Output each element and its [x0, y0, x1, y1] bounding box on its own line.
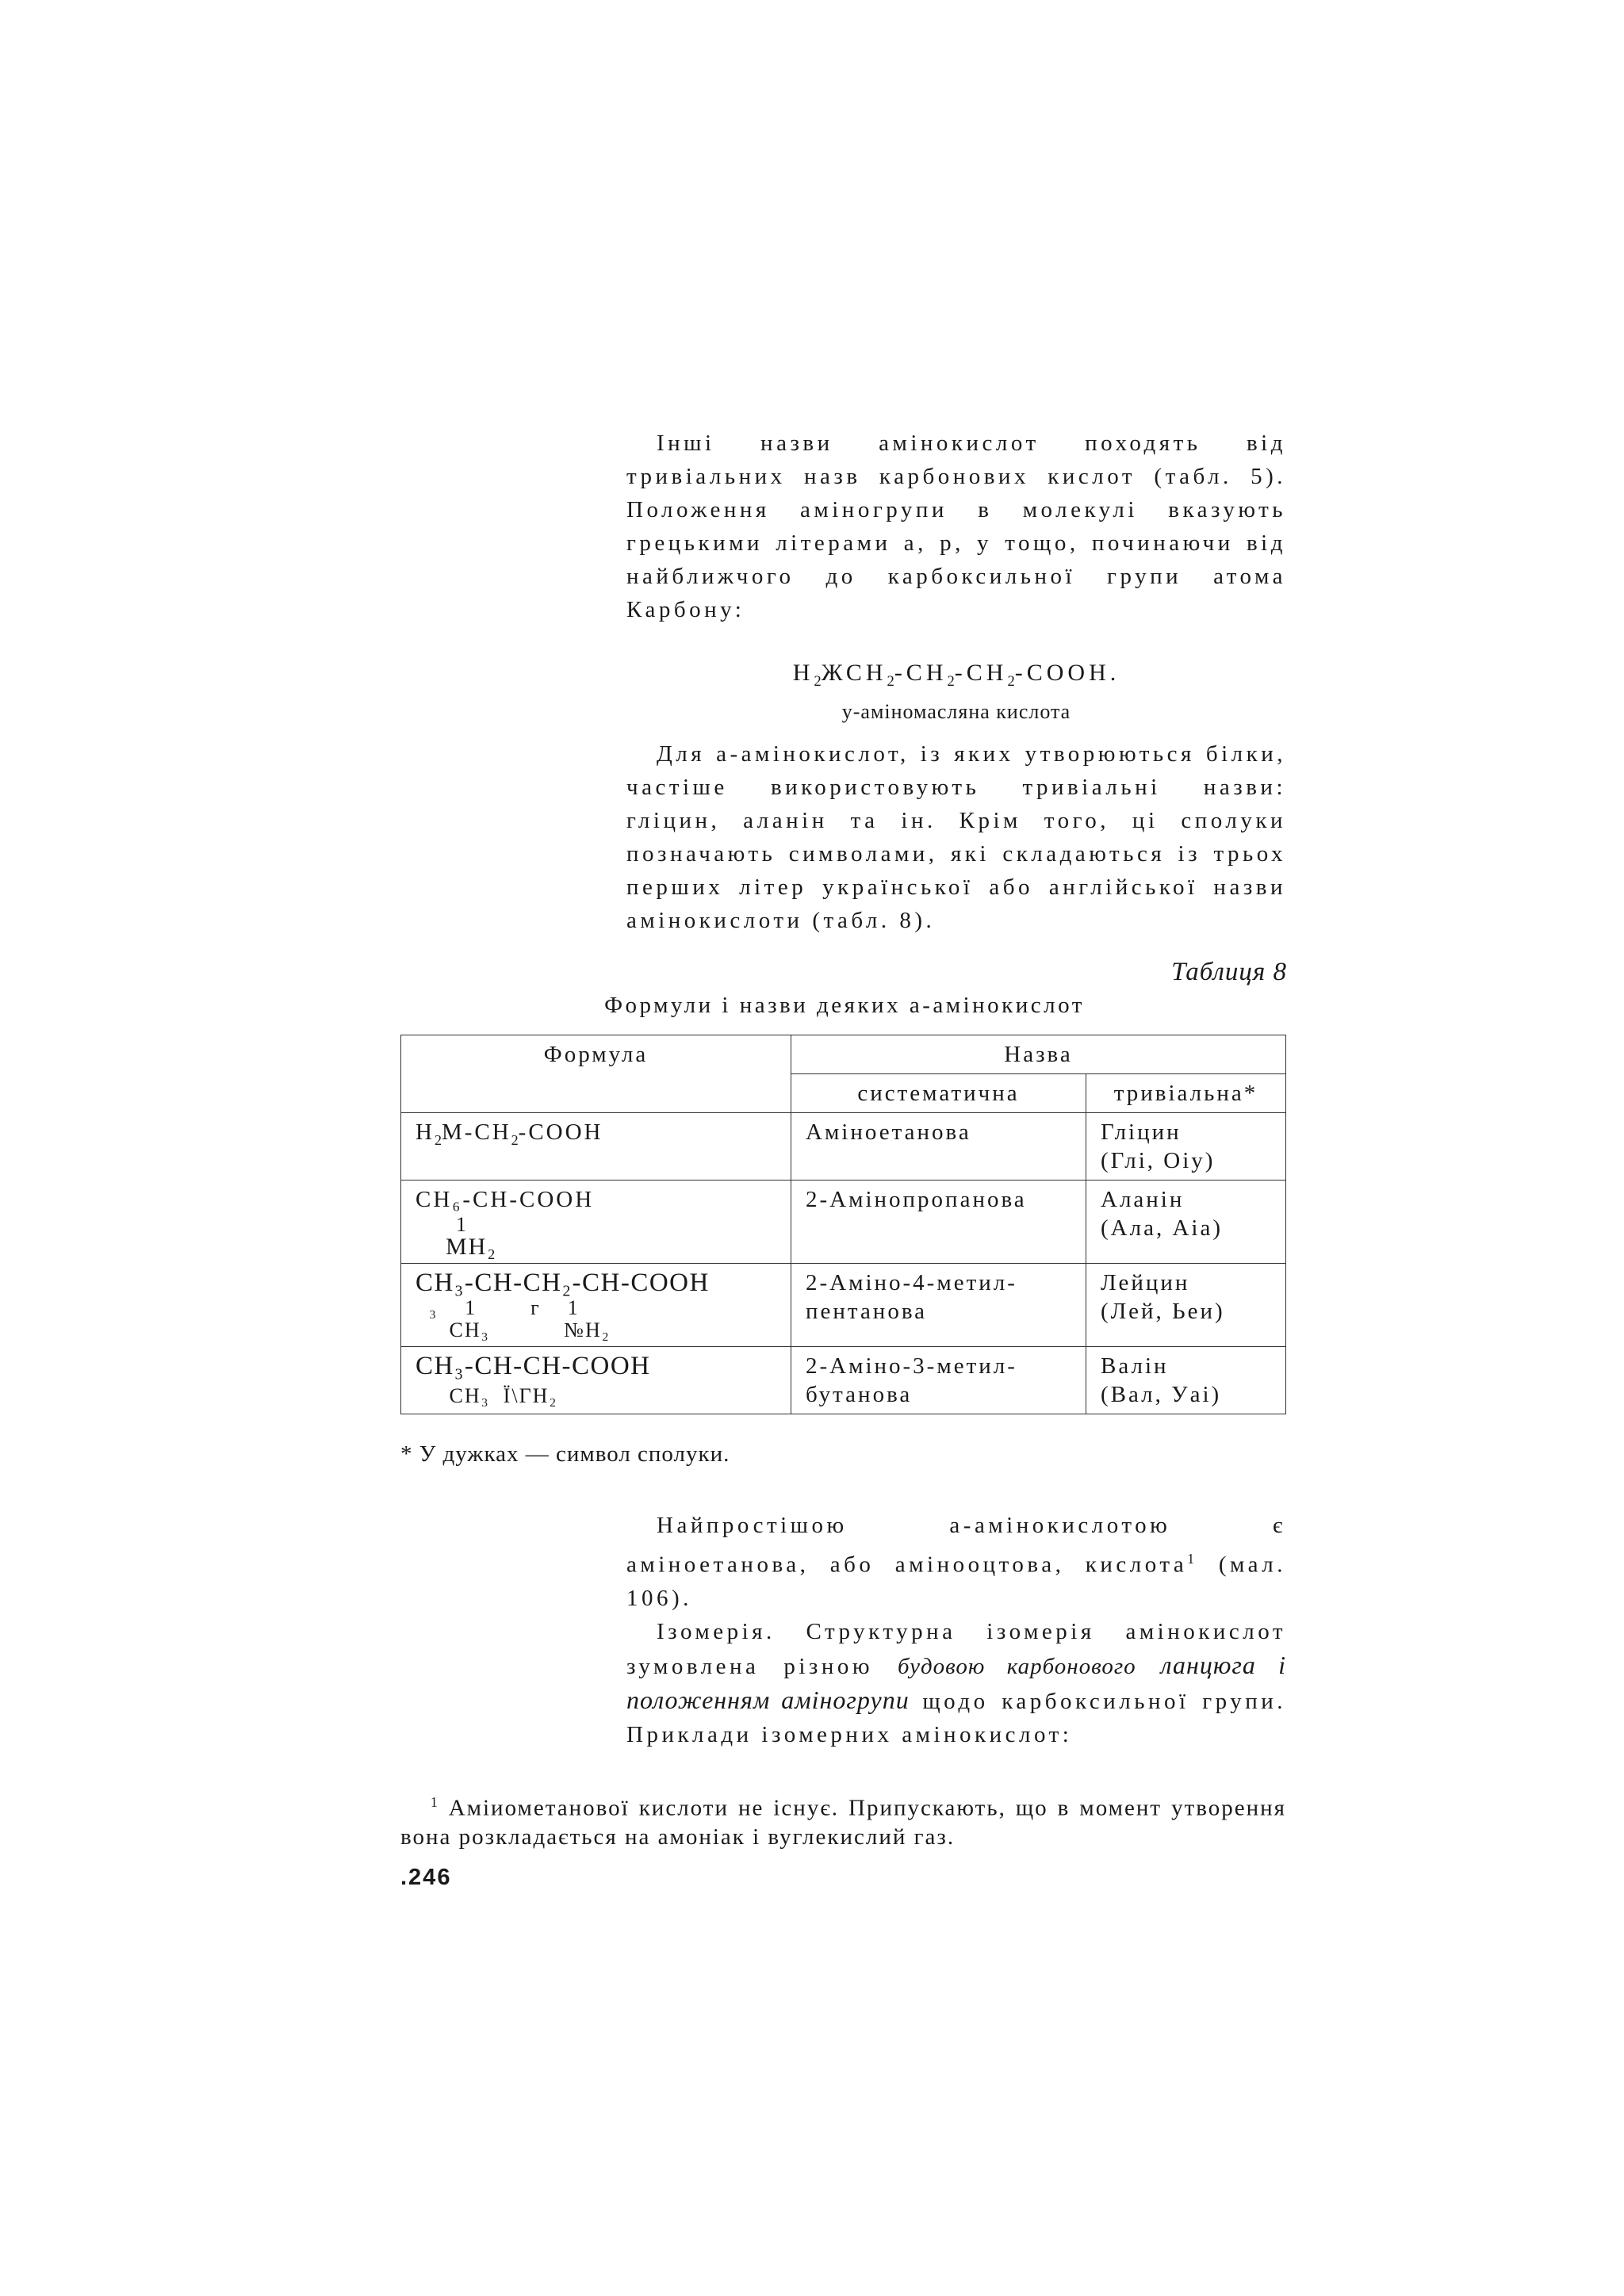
table-row	[401, 1264, 1286, 1347]
formula-branch-mark: ₃ 1 г 1	[416, 1296, 580, 1319]
formula-cell	[401, 1113, 791, 1181]
formula-alanine: CH₆-CH-COOH	[416, 1187, 595, 1212]
trivial-cell: Аланін (Ала, Аіа)	[1086, 1181, 1286, 1264]
header-formula: Формула	[401, 1035, 791, 1113]
trivial-cell: Лейцин (Лей, Ьеи)	[1086, 1264, 1286, 1347]
formula-substituent: MH₂	[416, 1234, 497, 1260]
formula-substituent: CH₃ №H₂	[416, 1318, 611, 1341]
systematic-cell: 2-Аміно-3-метил- бутанова	[791, 1347, 1086, 1414]
table-title: Формули і назви деяких а-амінокислот	[604, 993, 1085, 1018]
formula-gamma-aminobutyric: $H_2ЖСН_2-СН_2-СН_2$-СООН.	[792, 660, 1120, 690]
formula-substituent: CH₃ Ї\ГH₂	[416, 1384, 558, 1407]
formula-valine: CH₃-CH-CH-COOH	[416, 1352, 651, 1380]
page-footnote: $^1$ Аміиометанової кислоти не існує. Припускають, що в момент утворення вона розкладається на амоніак і вуглекислий газ.	[400, 1794, 1286, 1850]
formula-glycine: $H_2M-CH_2$-COOH	[416, 1119, 603, 1148]
table-row	[401, 1113, 1286, 1181]
table-label: Таблиця 8	[1171, 958, 1287, 986]
formula-cell	[401, 1347, 791, 1414]
paragraph-simplest: Найпростішою а-амінокислотою є аміноетанова, або аміноoцтова, кислота$^1$ (мал. 106).	[626, 1513, 1286, 1611]
formula-cell	[401, 1181, 791, 1264]
systematic-cell: 2-Аміно-4-метил- пентанова	[791, 1264, 1086, 1347]
formula-cell	[401, 1264, 791, 1347]
paragraph-intro: Інші назви амінокислот походять від тривіальних назв карбонових кислот (табл. 5). Положення аміногрупи в молекулі вказують грецькими літерами а, р, у тощо, починаючи від найближчого до карбоксильної групи атома Карбону:	[626, 430, 1286, 622]
systematic-cell: 2-Амінопропанова	[791, 1181, 1086, 1264]
header-name: Назва	[791, 1035, 1286, 1074]
trivial-cell: Гліцин (Глі, Оіу)	[1086, 1113, 1286, 1181]
paragraph-trivial-names: Для а-амінокислот, із яких утворюються білки, частіше використовують тривіальні назви: гліцин, аланін та ін. Крім того, ці сполуки позначають символами, які складаються із трьох перших літер української або англійської назви амінокислоти (табл. 8).	[626, 741, 1286, 933]
formula-branch-mark: 1	[416, 1213, 468, 1236]
table-footnote: * У дужках — символ сполуки.	[400, 1441, 730, 1467]
header-systematic: систематична	[791, 1074, 1086, 1113]
header-trivial: тривіальна*	[1086, 1074, 1286, 1113]
trivial-cell: Валін (Вал, Уаі)	[1086, 1347, 1286, 1414]
formula-caption: у-аміномасляна кислота	[841, 700, 1071, 723]
formula-leucine: CH₃-CH-CH₂-CH-COOH	[416, 1269, 710, 1297]
page-number: .246	[400, 1865, 452, 1890]
table-row	[401, 1347, 1286, 1414]
paragraph-isomerism-text: Ізомерія. Структурна ізомерія амінокислот зумовлена різною будовою карбонового ланцюга і положенням аміногрупи щодо карбоксильної групи. Приклади ізомерних амінокислот:	[626, 1618, 1286, 1747]
systematic-cell: Аміноетанова	[791, 1113, 1086, 1181]
paragraph-isomerism	[626, 1509, 1286, 1751]
amino-acids-table	[400, 1035, 1286, 1414]
table-header-row	[401, 1035, 1286, 1074]
table-row	[401, 1181, 1286, 1264]
